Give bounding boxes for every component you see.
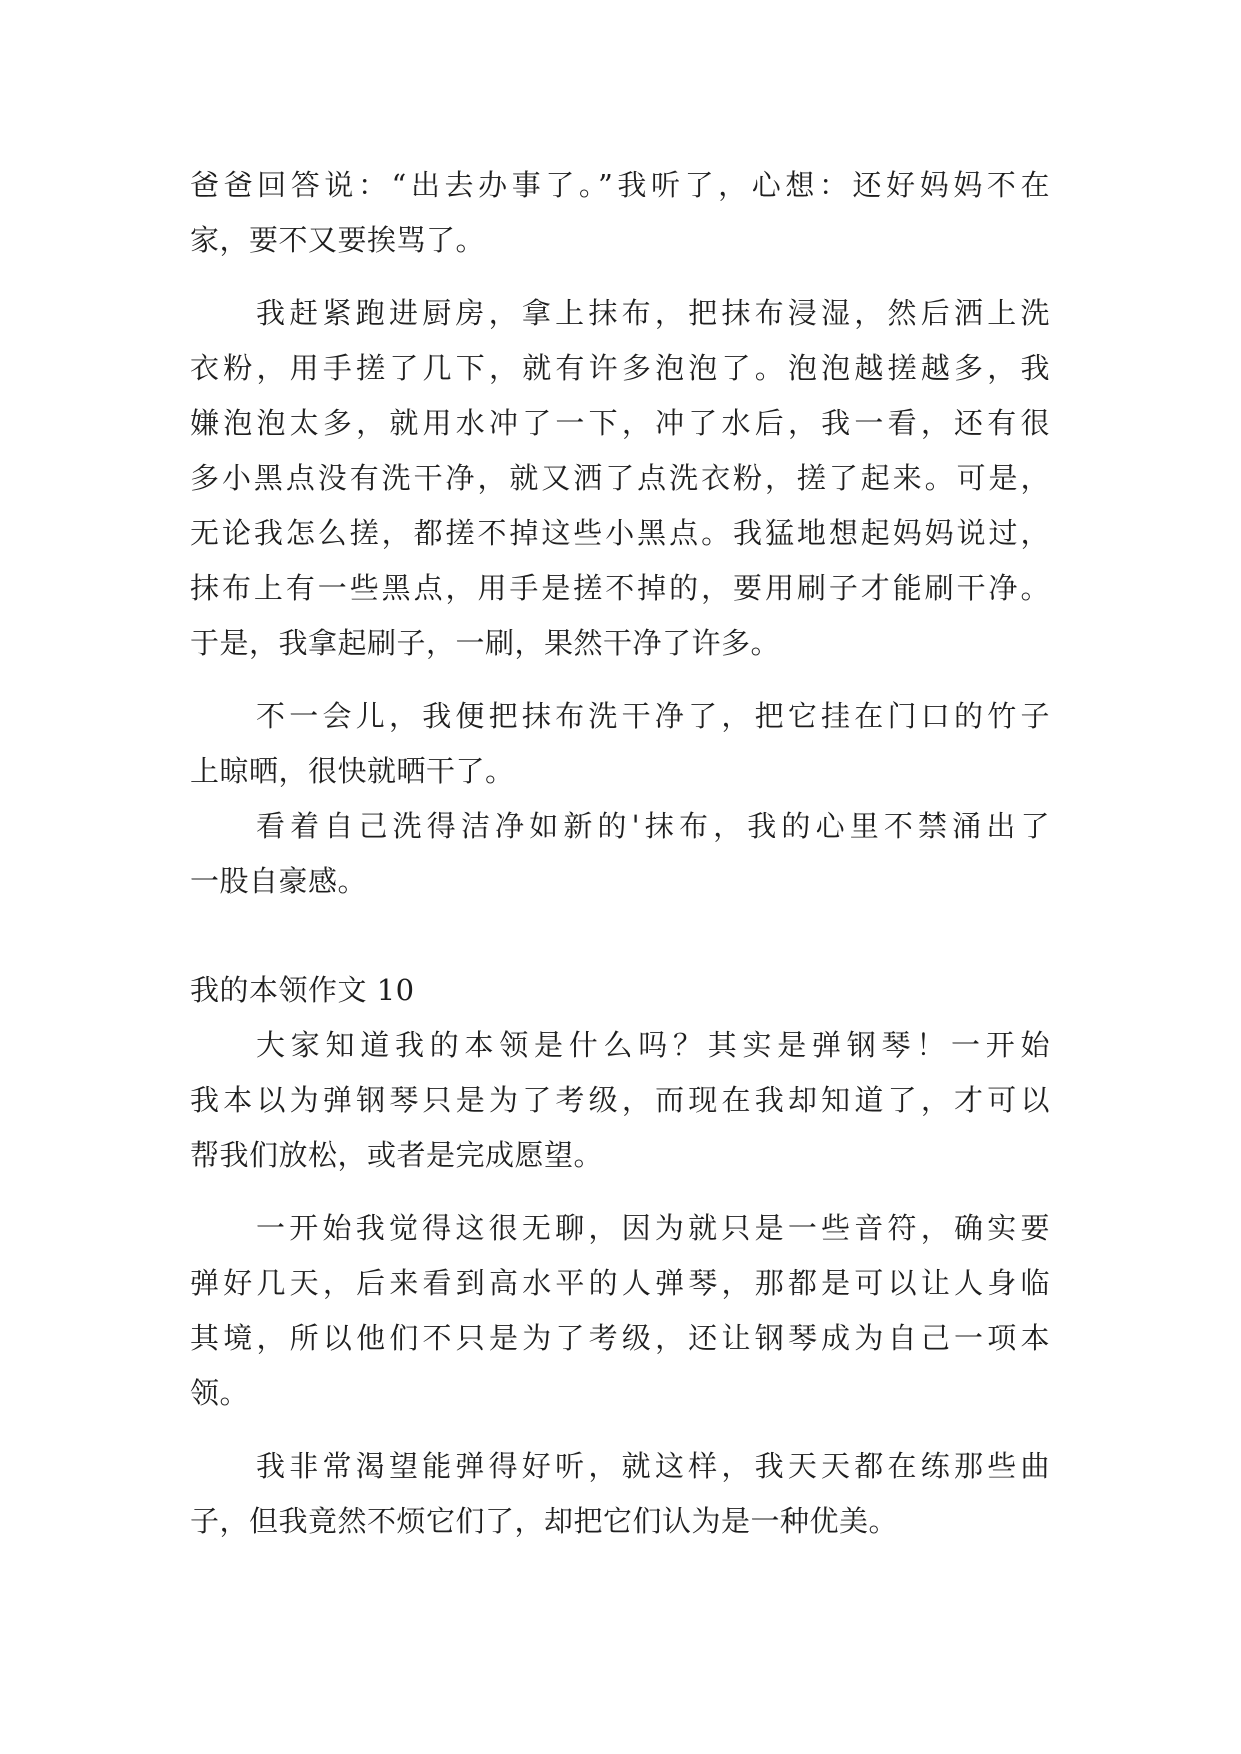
text-line: 嫌泡泡太多，就用水冲了一下，冲了水后，我一看，还有很 bbox=[190, 406, 1050, 440]
text-line: 看着自己洗得洁净如新的'抹布，我的心里不禁涌出了 bbox=[256, 809, 1050, 843]
text-line: 爸爸回答说：“出去办事了。”我听了，心想：还好妈妈不在 bbox=[190, 168, 1050, 202]
text-line: 无论我怎么搓，都搓不掉这些小黑点。我猛地想起妈妈说过， bbox=[190, 516, 1050, 550]
text-line: 不一会儿，我便把抹布洗干净了，把它挂在门口的竹子 bbox=[256, 699, 1050, 733]
section-heading: 我的本领作文 10 bbox=[190, 973, 415, 1007]
text-line: 弹好几天，后来看到高水平的人弹琴，那都是可以让人身临 bbox=[190, 1266, 1050, 1300]
text-line: 领。 bbox=[190, 1376, 250, 1410]
text-line: 我非常渴望能弹得好听，就这样，我天天都在练那些曲 bbox=[256, 1449, 1050, 1483]
text-line: 子，但我竟然不烦它们了，却把它们认为是一种优美。 bbox=[190, 1504, 899, 1538]
text-line: 抹布上有一些黑点，用手是搓不掉的，要用刷子才能刷干净。 bbox=[190, 571, 1050, 605]
text-line: 衣粉，用手搓了几下，就有许多泡泡了。泡泡越搓越多，我 bbox=[190, 351, 1050, 385]
text-line: 多小黑点没有洗干净，就又洒了点洗衣粉，搓了起来。可是， bbox=[190, 461, 1050, 495]
text-line: 我本以为弹钢琴只是为了考级，而现在我却知道了，才可以 bbox=[190, 1083, 1050, 1117]
text-line: 其境，所以他们不只是为了考级，还让钢琴成为自己一项本 bbox=[190, 1321, 1050, 1355]
text-line: 一开始我觉得这很无聊，因为就只是一些音符，确实要 bbox=[256, 1211, 1050, 1245]
text-line: 上晾晒，很快就晒干了。 bbox=[190, 754, 515, 788]
text-line: 我赶紧跑进厨房，拿上抹布，把抹布浸湿，然后洒上洗 bbox=[256, 296, 1050, 330]
text-line: 一股自豪感。 bbox=[190, 864, 368, 898]
text-line: 家，要不又要挨骂了。 bbox=[190, 223, 486, 257]
text-line: 于是，我拿起刷子，一刷，果然干净了许多。 bbox=[190, 626, 781, 660]
text-line: 帮我们放松，或者是完成愿望。 bbox=[190, 1138, 604, 1172]
text-line: 大家知道我的本领是什么吗？其实是弹钢琴！一开始 bbox=[256, 1028, 1050, 1062]
